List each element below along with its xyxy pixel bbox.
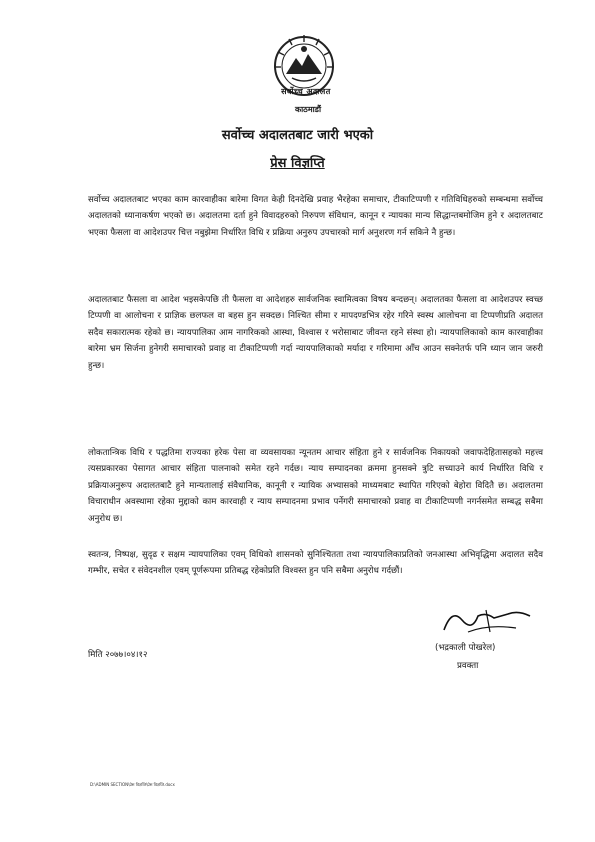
paragraph-1: सर्वोच्च अदालतबाट भएका काम कारवाहीका बारेमा विगत केही दिनदेखि प्रवाह भैरहेका समाचार, टीकाटिप्पणी र गतिविधिहरुको सम्बन्धमा सर्वोच्च अदालतको ध्यानाकर्षण भएको छ। अदालतमा दर्ता हुने विवादहरुको निरुपण संविधान, कानून र न्यायका मान्य सिद्धान्तबमोजिम हुने र अदालतबाट भएका फैसला वा आदेशउपर चित्त नबुझेमा निर्धारित विधि र प्रक्रिया अनुरुप उपचारको मार्ग अनुशरण गर्न सकिने नै हुन्छ। (88, 195, 543, 238)
court-city: काठमाडौं (294, 105, 322, 114)
paragraph-4: स्वतन्त्र, निष्पक्ष, सुदृढ र सक्षम न्यायपालिका एवम् विधिको शासनको सुनिश्चितता तथा न्यायपालिकाप्रतिको जनआस्था अभिवृद्धिमा अदालत सदैव गम्भीर, सचेत र संवेदनशील एवम् पूर्णरूपमा प्रतिबद्ध रहेकोप्रति विश्वस्त हुन पनि सबैमा अनुरोध गर्दछौं। (88, 550, 543, 577)
signer-role: प्रवक्ता (457, 661, 479, 671)
page-subheading: प्रेस विज्ञप्ति (270, 156, 325, 171)
signature (438, 602, 538, 642)
signer-name: (भद्रकाली पोखरेल) (435, 643, 496, 653)
signature-icon (438, 602, 538, 642)
file-path: D:\ADMIN SECTION\प्रेस विज्ञप्ति\प्रेस विज्ञप्ति.docx (90, 782, 175, 787)
paragraph-2: अदालतबाट फैसला वा आदेश भइसकेपछि ती फैसला वा आदेशहरु सार्वजनिक स्वामित्वका विषय बन्दछन्। अदालतका फैसला वा आदेशउपर स्वच्छ टिप्पणी वा आलोचना र प्राज्ञिक छलफल वा बहस हुन सक्दछ। निश्चित सीमा र मापदण्डभित्र रहेर गरिने स्वस्थ आलोचना वा टिप्पणीप्रति अदालत सदैव सकारात्मक रहेको छ। न्यायपालिका आम नागरिकको आस्था, विश्वास र भरोसाबाट जीवन्त रहने संस्था हो। न्यायपालिकाको काम कारवाहीका बारेमा भ्रम सिर्जना हुनेगरी समाचारको प्रवाह वा टीकाटिप्पणी गर्दा न्यायपालिकाको मर्यादा र गरिमामा आँच आउन सक्नेतर्फ पनि ध्यान जान जरुरी हुन्छ। (88, 295, 543, 371)
court-name-arc: सर्वोच्च अदालत (281, 87, 331, 96)
page-subheading-wrapper (0, 153, 595, 171)
issue-date: मिति २०७७।०४।१२ (88, 650, 148, 660)
paragraph-3: लोकतान्त्रिक विधि र पद्धतिमा राज्यका हरेक पेसा वा व्यवसायका न्यूनतम आचार संहिता हुने र सार्वजनिक निकायको जवाफदेहितासहको महत्त्व त्यसप्रकारका पेसागत आचार संहिता पालनाको समेत रहने गर्दछ। न्याय सम्पादनका क्रममा हुनसक्ने त्रुटि सच्याउने कार्य निर्धारित विधि र प्रक्रियाअनुरूप अदालतबाटै हुने मान्यतालाई संवैधानिक, कानूनी र न्यायिक अभ्यासको माध्यमबाट स्थापित गरिएको बेहोरा विदितै छ। अदालतमा विचाराधीन अवस्थामा रहेका मुद्दाको काम कारवाही र न्याय सम्पादनमा प्रभाव पर्नेगरी समाचारको प्रवाह वा टीकाटिप्पणी नगर्नसमेत सम्बद्ध सबैमा अनुरोध छ। (88, 448, 543, 524)
page-heading: सर्वोच्च अदालतबाट जारी भएको (221, 128, 374, 143)
